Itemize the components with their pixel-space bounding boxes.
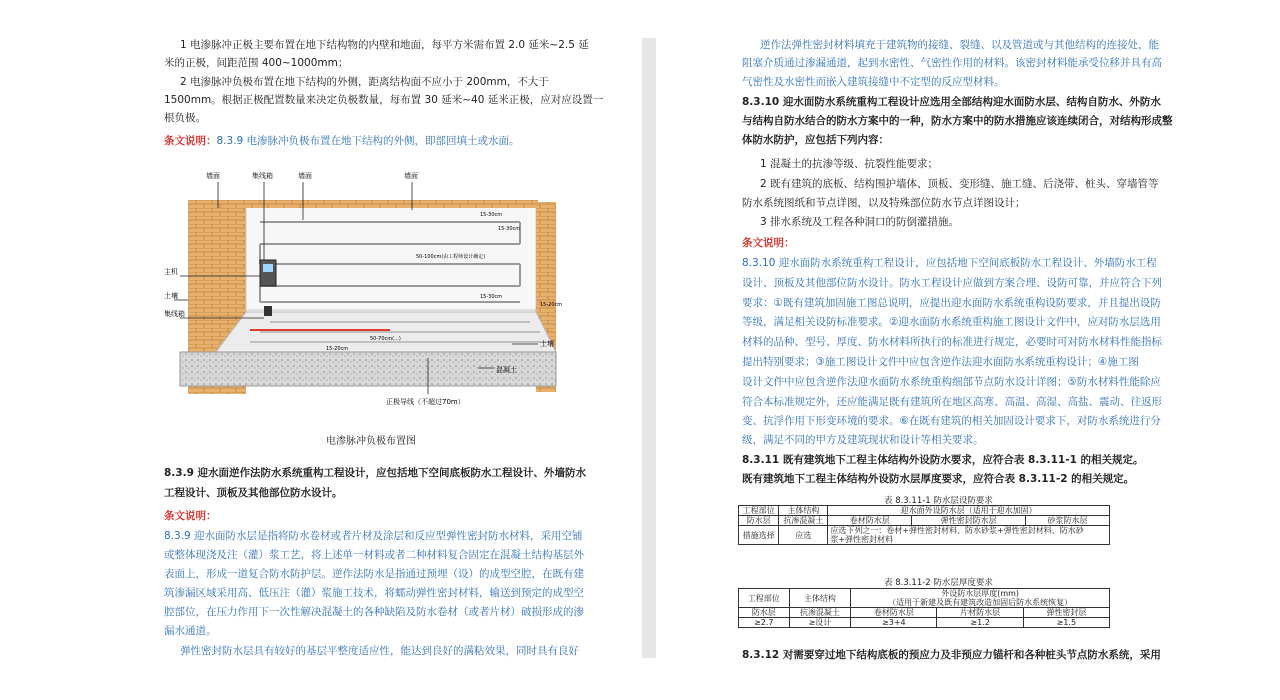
- right-note-line9: 变、抗浮作用下形变环境的要求。⑥在既有建筑的相关加固设计要求下，对防水系统进行分: [742, 415, 1161, 427]
- right-top-line3: 气密性及水密性而嵌入建筑接缝中不定型的反应型材料。: [742, 76, 1005, 88]
- table-cell: 工程部位: [739, 506, 779, 516]
- table-cell: 抗渗混凝土: [779, 516, 828, 526]
- fig-label-soil-right: 土壤: [540, 340, 554, 348]
- table1-caption: 表 8.3.11-1 防水层设防要求: [884, 496, 993, 506]
- table-cell: [828, 526, 1110, 545]
- table-cell: 迎水面外设防水层（适用于迎水加固）: [828, 506, 1110, 516]
- fig-dim6: 15-20cm: [326, 346, 349, 352]
- table-row: [739, 526, 1110, 545]
- table2-caption: 表 8.3.11-2 防水层厚度要求: [884, 578, 993, 588]
- right-note-line4: 等级，满足相关设防标准要求。②迎水面防水系统重构施工图设计文件中，应对防水层选用: [742, 316, 1161, 328]
- clause-8311-line2: 既有建筑地下工程主体结构外设防水层厚度要求，应符合表 8.3.11-2 的相关规定。: [742, 473, 1135, 485]
- para2-line2: 1500mm。根据正极配置数量来决定负极数量，每布置 30 延米~40 延米正极，应对应设置一: [164, 94, 604, 106]
- fig-dim1: 15-30cm: [480, 212, 503, 218]
- note2-line4: 筑渗漏区域采用高、低压注（灌）浆施工技术，将蠕动弹性密封材料，输送到预定的成型空: [164, 587, 584, 599]
- table-cell: 抗渗混凝土: [789, 608, 851, 618]
- table-cell: 卷材防水层: [828, 516, 912, 526]
- right-note-line2: 设计、顶板及其他部位防水设计。防水工程设计应做到方案合理、设防可靠，并应符合下列: [742, 277, 1162, 289]
- item-3: 3 排水系统及工程各种洞口的防倒灌措施。: [760, 216, 960, 228]
- table-cell: 措施选择: [739, 526, 779, 545]
- table-cell: 防水层: [739, 608, 790, 618]
- table-cell: [851, 589, 1110, 608]
- note2-label: 条文说明：: [164, 510, 217, 522]
- right-note-line1: 8.3.10 迎水面防水系统重构工程设计，应包括地下空间底板防水工程设计、外墙防水工程: [742, 257, 1157, 269]
- table-row: [739, 516, 1110, 526]
- fig-label-host: 主机: [164, 268, 178, 276]
- table-cell: ≥设计: [789, 618, 851, 628]
- note1: [164, 134, 520, 148]
- table-cell-line: 浆+弹性密封材料: [830, 535, 894, 544]
- table-cell-line: （适用于新建及既有建筑改造加固后防水系统恢复）: [888, 598, 1073, 607]
- table-cell: 弹性密封层: [1023, 608, 1109, 618]
- fig-label-junction: 集线箱: [252, 172, 273, 180]
- fig-label-backfill: 混凝土: [496, 366, 517, 374]
- table-cell: ≥1.2: [937, 618, 1023, 628]
- right-note-line3: 要求：①既有建筑加固施工图总说明，应提出迎水面防水系统重构设防要求，并且提出设防: [742, 297, 1161, 309]
- table-cell: 弹性密封防水层: [912, 516, 1026, 526]
- item-1: 1 混凝土的抗渗等级、抗裂性能要求；: [760, 158, 939, 170]
- table-cell: 主体结构: [779, 506, 828, 516]
- table-cell: 防水层: [739, 516, 779, 526]
- clause-839-line2: 工程设计、顶板及其他部位防水设计。: [164, 487, 343, 499]
- table-cell-line: 应选下列之一：卷材+弹性密封材料、防水砂浆+弹性密封材料、防水砂: [830, 526, 1084, 535]
- right-note-line10: 级，满足不同的甲方及建筑现状和设计等相关要求。: [742, 434, 984, 446]
- table-cell: 应选: [779, 526, 828, 545]
- table-cell: ≥2.7: [739, 618, 790, 628]
- page-gutter: [642, 38, 656, 658]
- fig-dim7: 50-70cm(...): [370, 336, 401, 342]
- table-cell: 片材防水层: [937, 608, 1023, 618]
- clause-8312: 8.3.12 对需要穿过地下结构底板的预应力及非预应力锚杆和各种桩头节点防水系统，采用: [742, 649, 1161, 661]
- right-top-line1: 逆作法弹性密封材料填充于建筑物的接缝、裂缝、以及管道或与其他结构的连接处，能: [760, 39, 1159, 51]
- fig-dim3: 50-100cm(由工程师设计确定): [416, 254, 486, 260]
- clause-839-line1: 8.3.9 迎水面逆作法防水系统重构工程设计，应包括地下空间底板防水工程设计、外墙防水: [164, 467, 587, 479]
- fig-dim4: 15-30cm: [480, 294, 503, 300]
- note1-label: 条文说明：: [164, 135, 217, 147]
- para1-line1: 1 电渗脉冲正极主要布置在地下结构物的内壁和地面，每平方米需布置 2.0 延米~2.5 延: [180, 39, 589, 51]
- note2-line6: 漏水通道。: [164, 625, 217, 637]
- right-note-line6: 提出特别要求；③施工图设计文件中应包含逆作法迎水面防水系统重构设计；④施工图: [742, 356, 1139, 368]
- table-8-3-11-1: [738, 505, 1110, 545]
- note2-line1: 8.3.9 迎水面防水层是指将防水卷材或者片材及涂层和反应型弹性密封防水材料，采用空铺: [164, 530, 583, 542]
- fig-label-wire: 正极导线（不超过70m）: [386, 398, 465, 406]
- note1-text: 8.3.9 电渗脉冲负极布置在地下结构的外侧，即部回填土或水面。: [216, 135, 520, 147]
- clause-8310-line2: 与结构自防水结合的防水方案中的一种，防水方案中的防水措施应该连续闭合，对结构形成整: [742, 115, 1173, 127]
- right-top-line2: 阻塞介质通过渗漏通道，起到水密性、气密性作用的材料。该密封材料能承受位移并具有高: [742, 57, 1162, 69]
- item-2a: 2 既有建筑的底板、结构围护墙体、顶板、变形缝、施工缝、后浇带、桩头、穿墙管等: [760, 178, 1159, 190]
- note2-line2: 或整体现浇及注（灌）浆工艺，将上述单一材料或者二种材料复合固定在混凝土结构基层外: [164, 549, 584, 561]
- clause-8310-line3: 体防水防护，应包括下列内容：: [742, 134, 889, 146]
- right-note-line5: 材料的品种、型号、厚度、防水材料所执行的标准进行规定，必要时可对防水材料性能指标: [742, 336, 1162, 348]
- fig-label-wall2: 墙面: [298, 172, 312, 180]
- table-row: [739, 506, 1110, 516]
- table-cell-line: 外设防水层厚度(mm): [941, 589, 1020, 598]
- fig-dim5: 15-20cm: [540, 302, 563, 308]
- junction-box: [264, 306, 272, 316]
- clause-8310-line1: 8.3.10 迎水面防水系统重构工程设计应选用全部结构迎水面防水层、结构自防水、外防水: [742, 96, 1161, 108]
- clause-8311-line1: 8.3.11 既有建筑地下工程主体结构外设防水要求，应符合表 8.3.11-1 的相关规定。: [742, 454, 1144, 466]
- table-8-3-11-2: [738, 588, 1110, 628]
- table-cell: 砂浆防水层: [1026, 516, 1110, 526]
- table-cell: ≥3+4: [851, 618, 937, 628]
- para1-line2: 米的正极，间距范围 400~1000mm；: [164, 57, 349, 69]
- right-note-label: 条文说明：: [742, 237, 795, 249]
- fig-label-wall1: 墙面: [206, 172, 220, 180]
- table-row: [739, 618, 1110, 628]
- right-note-line8: 符合本标准规定外，还应能满足既有建筑所在地区高寒、高温、高湿、高盐、震动、往返形: [742, 396, 1162, 408]
- table-cell: 主体结构: [789, 589, 851, 608]
- host-unit: [260, 260, 276, 286]
- note2-line7: 弹性密封防水层具有较好的基层平整度适应性，能达到良好的满粘效果，同时具有良好: [180, 645, 579, 657]
- fig-dim2: 15-30cm: [498, 226, 521, 232]
- para2-line1: 2 电渗脉冲负极布置在地下结构的外侧，距离结构面不应小于 200mm，不大于: [180, 76, 549, 88]
- item-2b: 防水系统图纸和节点详图，以及特殊部位防水节点详图设计；: [742, 197, 1026, 209]
- table-row: [739, 608, 1110, 618]
- right-page: [656, 0, 1280, 700]
- fig-label-wall3: 墙面: [404, 172, 418, 180]
- note2-line5: 腔部位，在压力作用下一次性解决混凝土的各种缺陷及防水卷材（或者片材）破损形成的渗: [164, 606, 584, 618]
- electro-osmosis-figure: [160, 160, 580, 420]
- figure-caption: 电渗脉冲负极布置图: [326, 436, 416, 447]
- brick-top: [188, 200, 538, 208]
- fig-label-junction2: 集线箱: [164, 310, 185, 318]
- table-cell: 卷材防水层: [851, 608, 937, 618]
- fig-label-soil: 土壤: [164, 292, 178, 300]
- right-note-line7: 设计文件中应包含逆作法迎水面防水系统重构细部节点防水设计详图；⑤防水材料性能除应: [742, 376, 1161, 388]
- table-row: [739, 589, 1110, 608]
- table-cell: ≥1.5: [1023, 618, 1109, 628]
- para2-line3: 根负极。: [164, 112, 206, 124]
- table-cell: 工程部位: [739, 589, 790, 608]
- note2-line3: 表面上，形成一道复合防水防护层。逆作法防水是指通过预埋（设）的成型空腔，在既有建: [164, 568, 584, 580]
